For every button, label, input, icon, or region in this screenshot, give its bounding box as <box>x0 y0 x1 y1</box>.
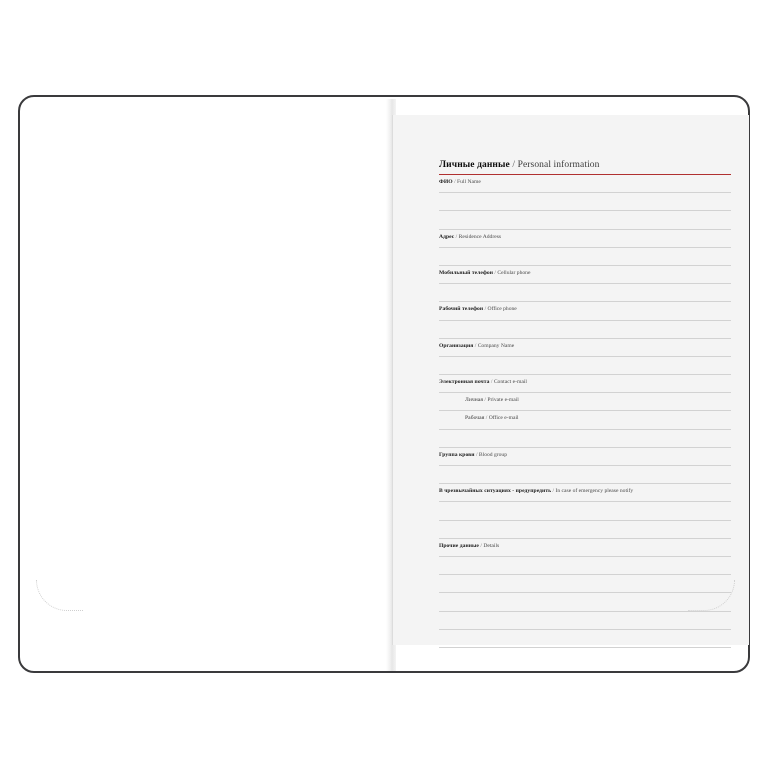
form-row-blank[interactable] <box>439 575 731 593</box>
form-row-label <box>465 396 519 404</box>
form-row-label <box>439 451 507 459</box>
label-separator: / <box>475 451 478 458</box>
form-row-blank[interactable] <box>439 248 731 266</box>
right-printed-page <box>392 115 749 645</box>
form-row-label <box>439 233 501 241</box>
form-title-en: Personal information <box>517 160 600 170</box>
label-separator: / <box>455 233 458 240</box>
label-en: Office e-mail <box>488 415 519 422</box>
page-curl-left-icon <box>36 580 83 611</box>
form-row-label <box>439 178 481 186</box>
form-row-blank[interactable] <box>439 612 731 630</box>
form-row-blank[interactable] <box>439 466 731 484</box>
form-row-blood-group[interactable] <box>439 448 731 466</box>
label-ru: Рабочая <box>465 415 485 422</box>
form-title <box>439 159 731 175</box>
form-row-office-email[interactable] <box>439 411 731 429</box>
label-en: Contact e-mail <box>493 379 527 386</box>
form-row-blank[interactable] <box>439 521 731 539</box>
form-row-blank[interactable] <box>439 593 731 611</box>
form-rows <box>439 175 731 648</box>
label-en: Private e-mail <box>487 397 519 404</box>
form-row-label <box>439 305 517 313</box>
form-row-blank[interactable] <box>439 211 731 229</box>
form-row-blank[interactable] <box>439 557 731 575</box>
form-row-blank[interactable] <box>439 502 731 520</box>
form-row-company-name[interactable] <box>439 339 731 357</box>
label-ru: Прочие данные <box>439 542 479 549</box>
notebook-spread <box>18 95 750 673</box>
form-row-label <box>439 487 633 495</box>
label-en: Residence Address <box>458 233 502 240</box>
form-row-label <box>439 378 527 386</box>
form-row-details[interactable] <box>439 539 731 557</box>
form-row-address[interactable] <box>439 230 731 248</box>
form-row-full-name[interactable] <box>439 175 731 193</box>
label-en: Blood group <box>478 451 508 458</box>
form-title-separator: / <box>512 160 516 170</box>
form-row-label <box>439 542 499 550</box>
form-row-blank[interactable] <box>439 321 731 339</box>
form-row-cellular-phone[interactable] <box>439 266 731 284</box>
form-row-label <box>439 269 530 277</box>
label-ru: Мобильный телефон <box>439 269 493 276</box>
form-row-private-email[interactable] <box>439 393 731 411</box>
label-ru: В чрезвычайных ситуациях - предупредить <box>439 488 552 495</box>
label-en: Details <box>483 542 500 549</box>
label-en: Cellular phone <box>497 269 531 276</box>
label-separator: / <box>474 342 477 349</box>
form-row-blank[interactable] <box>439 430 731 448</box>
label-separator: / <box>484 306 487 313</box>
label-separator: / <box>485 415 488 422</box>
form-row-office-phone[interactable] <box>439 302 731 320</box>
label-en: Office phone <box>487 306 517 313</box>
label-ru: Группа крови <box>439 451 475 458</box>
label-ru: Электронная почта <box>439 379 490 386</box>
form-row-label <box>439 342 514 350</box>
form-row-label <box>465 414 519 422</box>
form-title-ru: Личные данные <box>439 160 510 170</box>
label-separator: / <box>484 397 486 404</box>
form-row-blank[interactable] <box>439 193 731 211</box>
label-ru: ФИО <box>439 179 453 185</box>
label-en: In case of emergency please notify <box>555 488 634 495</box>
label-ru: Организация <box>439 342 474 349</box>
label-ru: Адрес <box>439 233 455 240</box>
label-ru: Рабочий телефон <box>439 306 484 313</box>
label-separator: / <box>480 542 482 549</box>
label-separator: / <box>490 379 493 386</box>
label-ru: Личная <box>465 397 483 404</box>
form-row-blank[interactable] <box>439 284 731 302</box>
label-en: Full Name <box>457 179 481 185</box>
label-en: Company Name <box>477 342 515 349</box>
form-row-contact-email[interactable] <box>439 375 731 393</box>
form-row-blank[interactable] <box>439 357 731 375</box>
form-row-emergency-contact[interactable] <box>439 484 731 502</box>
left-blank-page <box>22 115 392 645</box>
label-separator: / <box>552 488 555 495</box>
form-row-blank[interactable] <box>439 630 731 648</box>
label-separator: / <box>494 269 496 276</box>
personal-information-form <box>439 159 731 648</box>
label-separator: / <box>454 179 456 185</box>
